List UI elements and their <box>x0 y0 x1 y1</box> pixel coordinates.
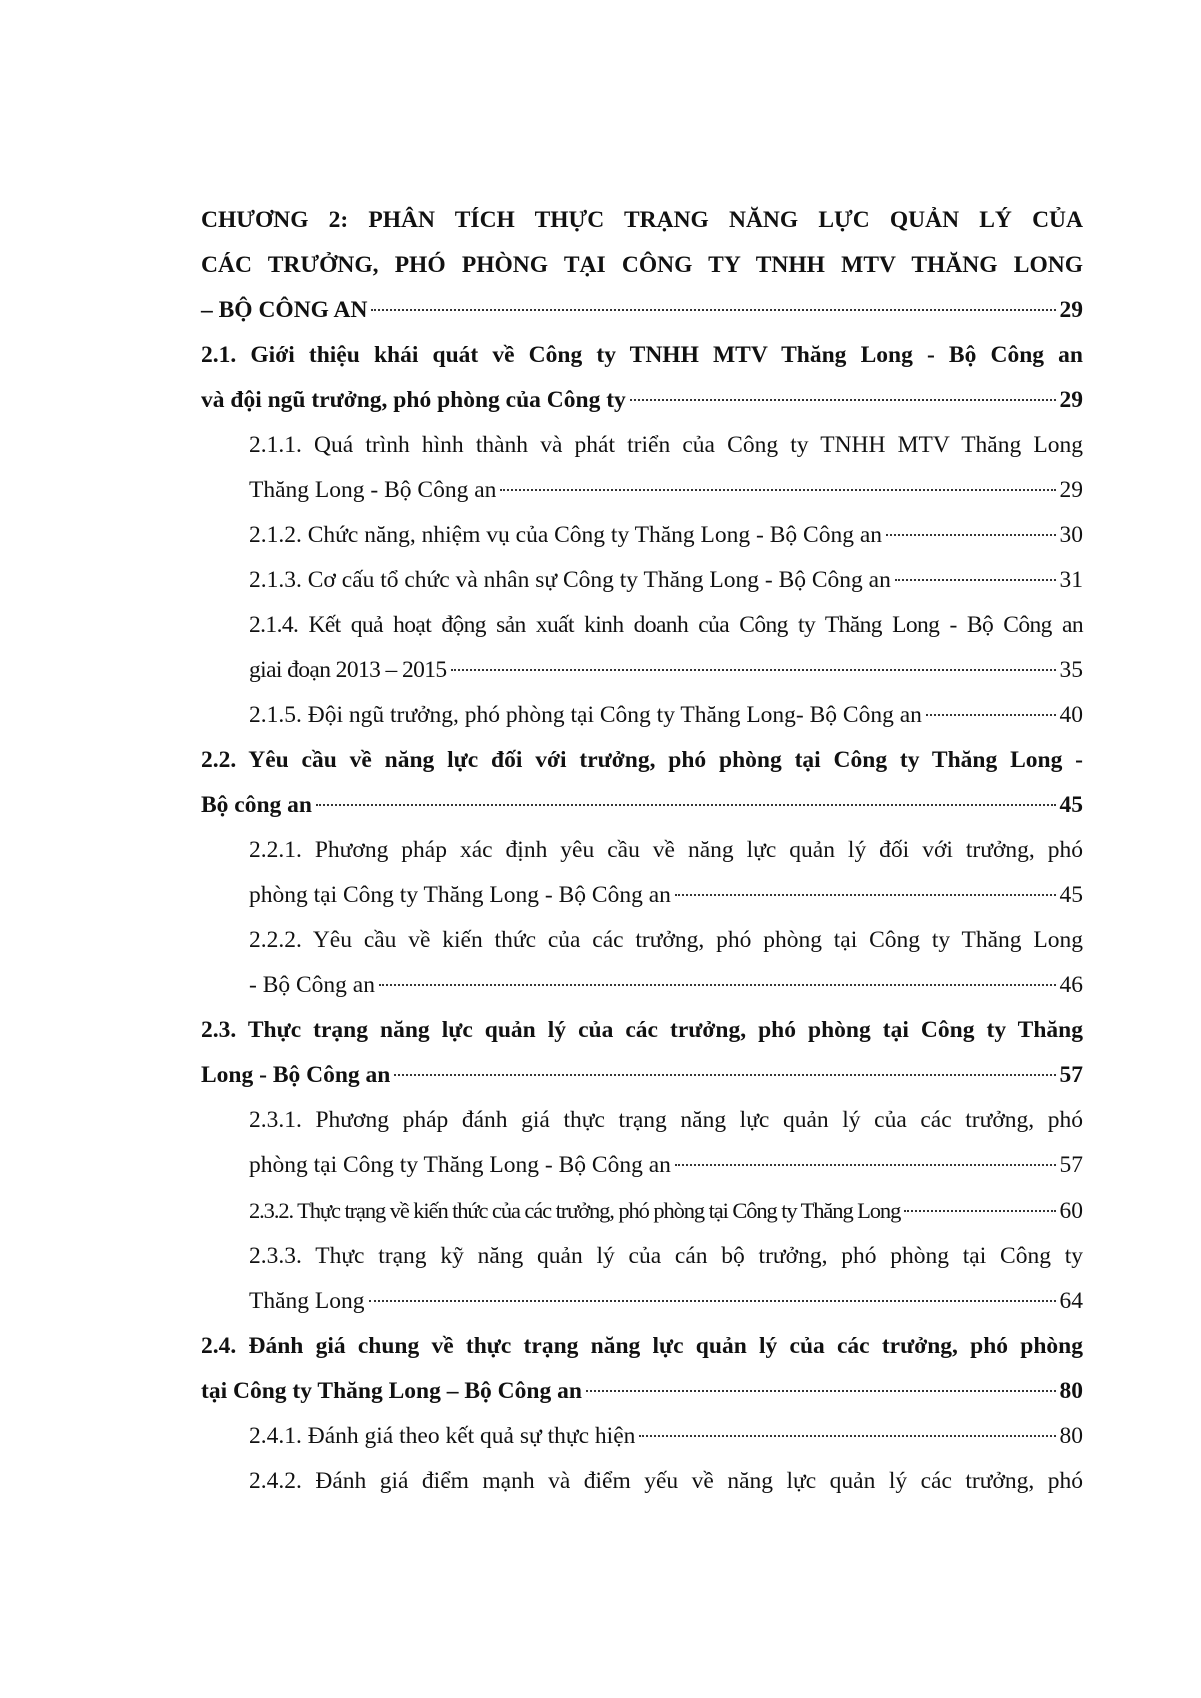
toc-page-number: 40 <box>1059 702 1083 728</box>
toc-line: 2.2.2. Yêu cầu về kiến thức của các trưởng, phó phòng tại Công ty Thăng Long <box>249 927 1083 953</box>
toc-entry-title: giai đoạn 2013 – 2015 <box>249 657 447 683</box>
toc-page-number: 29 <box>1059 387 1083 413</box>
toc-entry-title: và đội ngũ trưởng, phó phòng của Công ty <box>201 387 626 413</box>
dot-leader <box>630 399 1056 401</box>
toc-page-number: 45 <box>1059 882 1083 908</box>
toc-entry-chapter-2[interactable] <box>201 198 1083 333</box>
toc-page-number: 29 <box>1059 297 1083 323</box>
toc-entry-2-1-2[interactable] <box>201 513 1083 558</box>
table-of-contents <box>201 198 1083 1504</box>
toc-line: 2.1.4. Kết quả hoạt động sản xuất kinh doanh của Công ty Thăng Long - Bộ Công an <box>249 612 1083 638</box>
toc-entry-2-3[interactable] <box>201 1008 1083 1098</box>
dot-leader <box>316 804 1056 806</box>
toc-line: 2.3. Thực trạng năng lực quản lý của các trưởng, phó phòng tại Công ty Thăng <box>201 1017 1083 1043</box>
toc-line: 2.3.3. Thực trạng kỹ năng quản lý của cán bộ trưởng, phó phòng tại Công ty <box>249 1243 1083 1269</box>
dot-leader <box>904 1210 1055 1212</box>
dot-leader <box>394 1074 1055 1076</box>
toc-entry-title: 2.3.2. Thực trạng về kiến thức của các trưởng, phó phòng tại Công ty Thăng Long <box>249 1198 901 1223</box>
dot-leader <box>675 1164 1056 1166</box>
toc-page-number: 31 <box>1059 567 1083 593</box>
toc-entry-title: 2.1.5. Đội ngũ trưởng, phó phòng tại Công ty Thăng Long- Bộ Công an <box>249 702 922 728</box>
toc-entry-2-4-2[interactable] <box>201 1459 1083 1504</box>
dot-leader <box>895 579 1056 581</box>
toc-entry-2-3-3[interactable] <box>201 1234 1083 1324</box>
dot-leader <box>369 1300 1056 1302</box>
toc-entry-2-2-1[interactable] <box>201 828 1083 918</box>
toc-entry-title: – BỘ CÔNG AN <box>201 297 368 323</box>
dot-leader <box>886 534 1055 536</box>
toc-entry-2-1-5[interactable] <box>201 693 1083 738</box>
toc-entry-2-1-4[interactable] <box>201 603 1083 693</box>
dot-leader <box>675 894 1056 896</box>
dot-leader <box>451 669 1056 671</box>
toc-line: CHƯƠNG 2: PHÂN TÍCH THỰC TRẠNG NĂNG LỰC QUẢN LÝ CỦA <box>201 207 1083 233</box>
toc-entry-title: tại Công ty Thăng Long – Bộ Công an <box>201 1378 582 1404</box>
toc-page-number: 57 <box>1059 1152 1083 1178</box>
toc-entry-title: 2.1.2. Chức năng, nhiệm vụ của Công ty Thăng Long - Bộ Công an <box>249 522 883 548</box>
toc-entry-2-2-2[interactable] <box>201 918 1083 1008</box>
toc-entry-2-3-2[interactable] <box>201 1188 1083 1234</box>
toc-line: CÁC TRƯỞNG, PHÓ PHÒNG TẠI CÔNG TY TNHH MTV THĂNG LONG <box>201 252 1083 278</box>
dot-leader <box>500 489 1055 491</box>
toc-line: 2.2. Yêu cầu về năng lực đối với trưởng, phó phòng tại Công ty Thăng Long - <box>201 747 1083 773</box>
toc-entry-2-3-1[interactable] <box>201 1098 1083 1188</box>
toc-line: 2.2.1. Phương pháp xác định yêu cầu về năng lực quản lý đối với trưởng, phó <box>249 837 1083 863</box>
toc-entry-2-1-1[interactable] <box>201 423 1083 513</box>
toc-page-number: 30 <box>1059 522 1083 548</box>
toc-entry-2-4-1[interactable] <box>201 1414 1083 1459</box>
toc-entry-title: Bộ công an <box>201 792 312 818</box>
dot-leader <box>926 714 1056 716</box>
toc-entry-title: Thăng Long <box>249 1288 365 1314</box>
toc-entry-2-1-3[interactable] <box>201 558 1083 603</box>
toc-page-number: 35 <box>1059 657 1083 683</box>
toc-entry-title: 2.1.3. Cơ cấu tổ chức và nhân sự Công ty Thăng Long - Bộ Công an <box>249 567 891 593</box>
dot-leader <box>379 984 1056 986</box>
toc-entry-title: 2.4.1. Đánh giá theo kết quả sự thực hiện <box>249 1423 636 1449</box>
toc-entry-title: phòng tại Công ty Thăng Long - Bộ Công an <box>249 1152 671 1178</box>
toc-line: 2.1. Giới thiệu khái quát về Công ty TNHH MTV Thăng Long - Bộ Công an <box>201 342 1083 368</box>
toc-line: 2.4. Đánh giá chung về thực trạng năng lực quản lý của các trưởng, phó phòng <box>201 1333 1083 1359</box>
toc-line: 2.3.1. Phương pháp đánh giá thực trạng năng lực quản lý của các trưởng, phó <box>249 1107 1083 1133</box>
toc-page-number: 80 <box>1059 1423 1083 1449</box>
toc-entry-title: - Bộ Công an <box>249 972 375 998</box>
toc-page-number: 29 <box>1059 477 1083 503</box>
toc-entry-title: phòng tại Công ty Thăng Long - Bộ Công an <box>249 882 671 908</box>
dot-leader <box>371 309 1055 311</box>
dot-leader <box>639 1435 1055 1437</box>
toc-page-number: 80 <box>1059 1378 1083 1404</box>
toc-page-number: 60 <box>1059 1198 1083 1224</box>
toc-entry-title: Long - Bộ Công an <box>201 1062 391 1088</box>
toc-page-number: 57 <box>1059 1062 1083 1088</box>
toc-entry-2-2[interactable] <box>201 738 1083 828</box>
toc-line: 2.1.1. Quá trình hình thành và phát triển của Công ty TNHH MTV Thăng Long <box>249 432 1083 458</box>
toc-page-number: 45 <box>1059 792 1083 818</box>
dot-leader <box>586 1390 1056 1392</box>
toc-entry-2-4[interactable] <box>201 1324 1083 1414</box>
toc-line: 2.4.2. Đánh giá điểm mạnh và điểm yếu về năng lực quản lý các trưởng, phó <box>249 1468 1083 1494</box>
toc-entry-2-1[interactable] <box>201 333 1083 423</box>
toc-page-number: 64 <box>1059 1288 1083 1314</box>
toc-page-number: 46 <box>1059 972 1083 998</box>
toc-entry-title: Thăng Long - Bộ Công an <box>249 477 497 503</box>
